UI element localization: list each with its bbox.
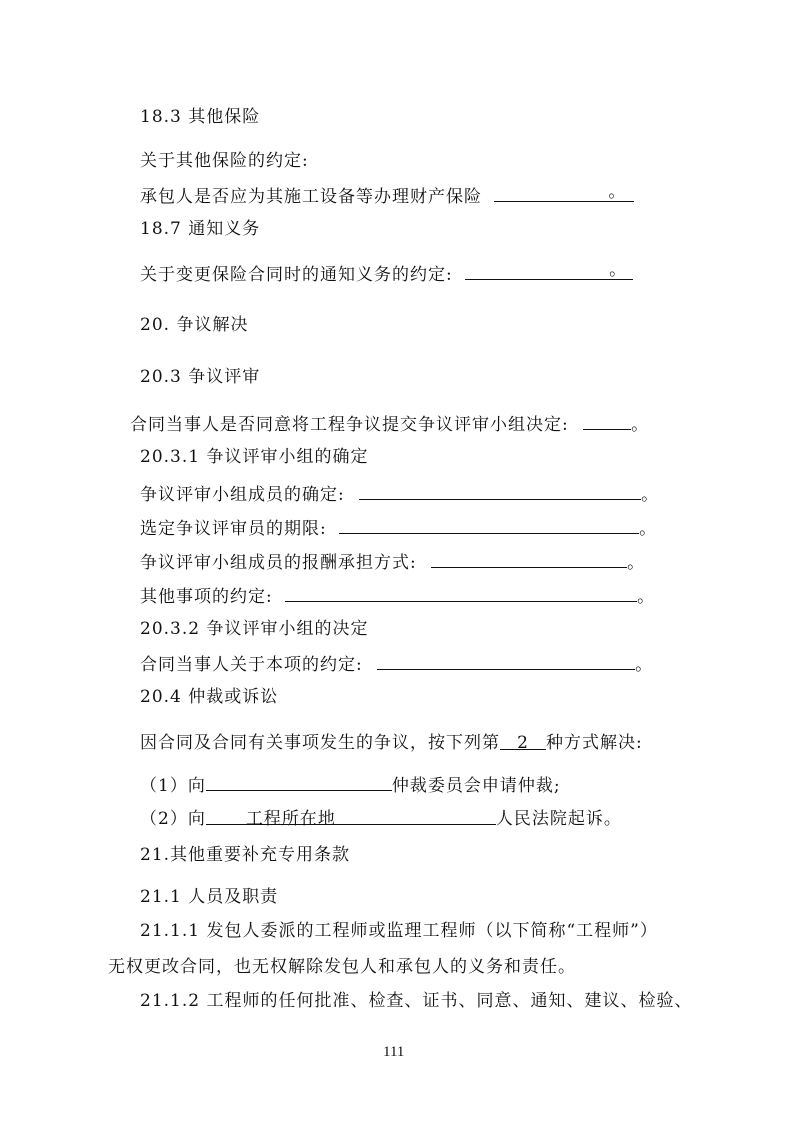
resolution-method-label: 因合同及合同有关事项发生的争议，按下列第 xyxy=(140,733,500,753)
period: 。 xyxy=(637,587,656,607)
period: 。 xyxy=(608,182,627,202)
property-insurance-line xyxy=(140,184,634,208)
litigation-court-value[interactable]: 工程所在地 xyxy=(206,808,496,825)
party-agreement-line xyxy=(140,652,653,676)
reviewer-deadline-blank[interactable] xyxy=(339,516,639,534)
page-number: 111 xyxy=(383,1044,405,1060)
notice-obligation-label: 关于变更保险合同时的通知义务的约定: xyxy=(140,265,453,285)
reviewer-deadline-label: 选定争议评审员的期限: xyxy=(140,519,327,539)
clause-21-1-1-line2: 无权更改合同，也无权解除发包人和承包人的义务和责任。 xyxy=(108,957,576,977)
other-matters-blank[interactable] xyxy=(285,584,637,602)
property-insurance-label: 承包人是否应为其施工设备等办理财产保险 xyxy=(140,187,482,207)
section-20-3-heading: 20.3 争议评审 xyxy=(140,367,261,387)
resolution-method-line xyxy=(140,732,643,754)
section-18-3-heading: 18.3 其他保险 xyxy=(140,107,261,127)
period: 。 xyxy=(631,415,650,435)
litigation-option-line xyxy=(140,808,622,830)
other-insurance-agreement: 关于其他保险的约定: xyxy=(140,151,309,171)
litigation-option-suffix: 人民法院起诉。 xyxy=(495,809,622,829)
litigation-option-prefix: （2）向 xyxy=(140,809,206,829)
section-20-3-1-heading: 20.3.1 争议评审小组的确定 xyxy=(140,447,369,467)
section-20-3-2-heading: 20.3.2 争议评审小组的决定 xyxy=(140,619,369,639)
member-determination-line xyxy=(140,482,659,506)
section-20-4-heading: 20.4 仲裁或诉讼 xyxy=(140,687,279,707)
section-20-heading: 20. 争议解决 xyxy=(140,315,249,335)
arbitration-option-suffix: 仲裁委员会申请仲裁; xyxy=(391,776,561,796)
member-determination-label: 争议评审小组成员的确定: xyxy=(140,485,345,505)
arbitration-commission-blank[interactable] xyxy=(206,773,392,791)
section-18-7-heading: 18.7 通知义务 xyxy=(140,219,261,239)
arbitration-option-line xyxy=(140,773,561,797)
member-determination-blank[interactable] xyxy=(359,482,641,500)
notice-obligation-blank[interactable] xyxy=(465,262,633,280)
period: 。 xyxy=(627,553,646,573)
resolution-method-suffix: 种方式解决: xyxy=(546,733,643,753)
period: 。 xyxy=(641,485,660,505)
period: 。 xyxy=(635,655,654,675)
period: 。 xyxy=(639,519,658,539)
resolution-method-value[interactable]: 2 xyxy=(500,732,546,750)
reviewer-deadline-line xyxy=(140,516,657,540)
arbitration-option-prefix: （1）向 xyxy=(140,776,206,796)
section-21-1-heading: 21.1 人员及职责 xyxy=(140,887,279,907)
member-remuneration-line xyxy=(140,550,645,574)
party-agreement-label: 合同当事人关于本项的约定: xyxy=(140,655,363,675)
dispute-review-consent-label: 合同当事人是否同意将工程争议提交争议评审小组决定: xyxy=(130,415,569,435)
period: 。 xyxy=(609,260,628,280)
dispute-review-consent-line xyxy=(130,412,649,436)
clause-21-1-1-line1: 21.1.1 发包人委派的工程师或监理工程师（以下简称“工程师”） xyxy=(140,921,658,941)
member-remuneration-blank[interactable] xyxy=(431,550,627,568)
section-21-heading: 21.其他重要补充专用条款 xyxy=(140,845,351,865)
clause-21-1-2-line1: 21.1.2 工程师的任何批准、检查、证书、同意、通知、建议、检验、 xyxy=(140,991,693,1011)
notice-obligation-line xyxy=(140,262,633,286)
dispute-review-consent-blank[interactable] xyxy=(583,412,631,430)
property-insurance-blank[interactable] xyxy=(494,184,634,202)
other-matters-label: 其他事项的约定: xyxy=(140,587,273,607)
other-matters-line xyxy=(140,584,655,608)
member-remuneration-label: 争议评审小组成员的报酬承担方式: xyxy=(140,553,417,573)
party-agreement-blank[interactable] xyxy=(377,652,635,670)
